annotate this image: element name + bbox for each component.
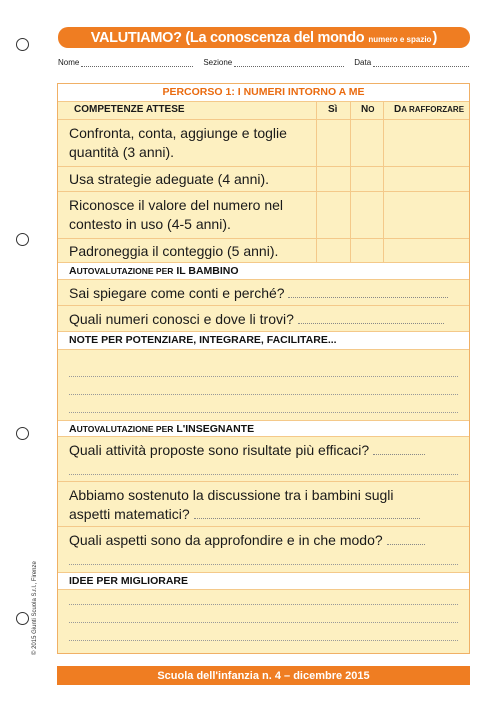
competenza-text-4: Padroneggia il conteggio (5 anni). — [69, 243, 279, 259]
column-no-initial: N — [361, 104, 369, 115]
title-subtitle: numero e spazio — [368, 35, 432, 44]
col-divider-1 — [316, 101, 317, 262]
column-rafforzare-rest: A RAFFORZARE — [401, 105, 465, 114]
insegnante-question-2 — [69, 486, 458, 524]
note-line-3[interactable] — [69, 412, 458, 413]
evaluation-sheet — [57, 83, 470, 654]
data-field[interactable] — [373, 59, 469, 67]
insegnante-answer-3a[interactable] — [387, 544, 425, 545]
sezione-field[interactable] — [234, 59, 344, 67]
bambino-question-1-text: Sai spiegare come conti e perché? — [69, 285, 285, 301]
competenza-row-3 — [58, 191, 469, 238]
insegnante-question-1-text: Quali attività proposte sono risultate più efficaci? — [69, 442, 370, 458]
insegnante-label-rest: L'INSEGNANTE — [173, 423, 255, 435]
col-divider-2 — [350, 101, 351, 262]
bambino-section-label — [58, 262, 469, 279]
idee-line-1[interactable] — [69, 604, 458, 605]
competenza-text-1: Confronta, conta, aggiunge e toglie quantità (3 anni). — [69, 125, 287, 160]
competenza-row-4 — [58, 238, 469, 262]
title-close-paren: ) — [432, 29, 438, 46]
bambino-question-row-1 — [58, 279, 469, 305]
punch-hole-3 — [16, 427, 29, 440]
insegnante-question-3 — [69, 531, 458, 550]
bambino-question-row-2 — [58, 305, 469, 331]
bambino-question-1 — [69, 284, 458, 303]
insegnante-question-row-1 — [58, 436, 469, 481]
nome-field[interactable] — [81, 59, 193, 67]
column-no — [361, 104, 374, 115]
competenza-text-3: Riconosce il valore del numero nel contesto in uso (4-5 anni). — [69, 197, 283, 232]
col-divider-3 — [383, 101, 384, 262]
punch-hole-4 — [16, 612, 29, 625]
idee-line-3[interactable] — [69, 640, 458, 641]
punch-hole-1 — [16, 38, 29, 51]
insegnante-answer-3b[interactable] — [69, 564, 458, 565]
insegnante-question-1 — [69, 441, 458, 460]
title-banner — [58, 27, 470, 48]
column-competenze: COMPETENZE ATTESE — [74, 104, 185, 115]
idee-area[interactable] — [58, 589, 469, 655]
data-label: Data — [354, 58, 372, 67]
bambino-label-rest: IL BAMBINO — [173, 265, 239, 277]
bambino-label-small: UTOVALUTAZIONE PER — [76, 266, 174, 276]
columns-header-row — [58, 101, 469, 119]
title-main: VALUTIAMO? (La conoscenza del mondo — [90, 29, 365, 46]
bambino-answer-2[interactable] — [298, 323, 444, 324]
insegnante-question-3-text: Quali aspetti sono da approfondire e in che modo? — [69, 532, 383, 548]
note-line-1[interactable] — [69, 376, 458, 377]
student-info-line — [58, 58, 470, 67]
column-si: Sì — [328, 104, 338, 115]
nome-label: Nome — [58, 58, 80, 67]
competenza-text-2: Usa strategie adeguate (4 anni). — [69, 171, 270, 187]
insegnante-question-row-3 — [58, 526, 469, 572]
note-line-2[interactable] — [69, 394, 458, 395]
punch-hole-2 — [16, 233, 29, 246]
note-section-label: NOTE PER POTENZIARE, INTEGRARE, FACILITARE... — [58, 331, 469, 349]
sezione-label: Sezione — [203, 58, 233, 67]
idee-line-2[interactable] — [69, 622, 458, 623]
percorso-header: PERCORSO 1: I NUMERI INTORNO A ME — [58, 84, 469, 101]
insegnante-label-initial: A — [69, 423, 77, 435]
note-area[interactable] — [58, 349, 469, 420]
bambino-question-2-text: Quali numeri conosci e dove li trovi? — [69, 311, 294, 327]
insegnante-question-row-2 — [58, 481, 469, 526]
insegnante-answer-2[interactable] — [194, 518, 420, 519]
insegnante-label-small: UTOVALUTAZIONE PER — [76, 424, 174, 434]
competenza-row-2 — [58, 166, 469, 191]
insegnante-question-2-line2: aspetti matematici? — [69, 506, 190, 522]
insegnante-section-label — [58, 420, 469, 436]
idee-section-label: IDEE PER MIGLIORARE — [58, 572, 469, 589]
competenza-row-1 — [58, 119, 469, 166]
bambino-answer-1[interactable] — [288, 297, 448, 298]
insegnante-answer-1b[interactable] — [69, 474, 458, 475]
column-rafforzare-initial: D — [394, 104, 402, 115]
insegnante-answer-1a[interactable] — [373, 454, 425, 455]
column-no-rest: O — [368, 105, 375, 114]
copyright-notice: © 2015 Giunti Scuola S.r.l., Firenze — [32, 561, 38, 655]
column-rafforzare — [394, 104, 464, 115]
insegnante-question-2-line1: Abbiamo sostenuto la discussione tra i bambini sugli — [69, 487, 394, 503]
bambino-label-initial: A — [69, 265, 77, 277]
bambino-question-2 — [69, 310, 458, 329]
footer-banner: Scuola dell'infanzia n. 4 – dicembre 2015 — [57, 666, 470, 685]
